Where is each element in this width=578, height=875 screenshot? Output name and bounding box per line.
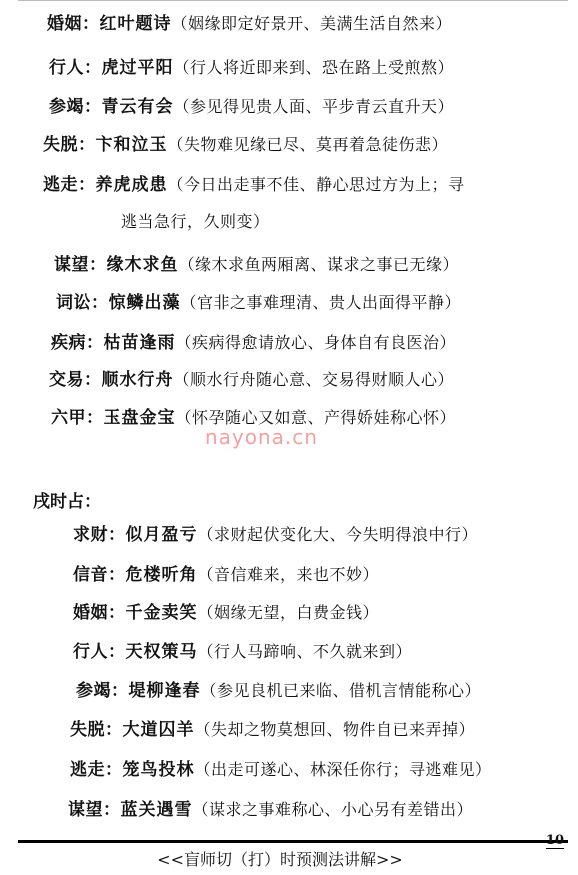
- entry-escape-continued: [121, 212, 270, 232]
- entry-description: （姻缘即定好景开、美满生活自然来）: [171, 14, 453, 33]
- entry-description: （参见得见贵人面、平步青云直升天）: [173, 97, 455, 116]
- entry-description: （怀孕随心又如意、产得娇娃称心怀）: [175, 408, 457, 427]
- entry-category: 行人：: [73, 642, 126, 662]
- entry-marriage-2: [73, 603, 379, 623]
- entry-visit: [49, 97, 454, 117]
- entry-title: 玉盘金宝: [103, 408, 176, 428]
- watermark-text: nayona.cn: [205, 425, 318, 449]
- entry-description: （失物难见缘已尽、莫再着急徒伤悲）: [167, 135, 449, 154]
- entry-aspiration-2: [68, 800, 473, 820]
- footer-rule: [18, 840, 568, 843]
- entry-title: 千金卖笑: [125, 603, 198, 623]
- entry-marriage: [47, 14, 452, 34]
- entry-category: 信音：: [73, 565, 126, 585]
- entry-category: 失脱：: [43, 135, 96, 155]
- entry-description: （姻缘无望，白费金钱）: [197, 603, 380, 622]
- entry-description: （官非之事难理清、贵人出面得平静）: [180, 293, 462, 312]
- entry-traveler: [49, 58, 454, 78]
- entry-title: 缘木求鱼: [106, 255, 179, 275]
- page-number: 10: [545, 833, 564, 848]
- entry-title: 虎过平阳: [101, 58, 174, 78]
- entry-description: （参见良机已来临、借机言情能称心）: [200, 681, 482, 700]
- entry-title: 蓝关遇雪: [120, 800, 193, 820]
- entry-description: （今日出走事不佳、静心思过方为上；寻: [167, 175, 465, 194]
- entry-traveler-2: [73, 642, 412, 662]
- entry-trade: [49, 370, 454, 390]
- entry-visit-2: [76, 681, 481, 701]
- entry-category: 谋望：: [68, 800, 121, 820]
- entry-category: 婚姻：: [73, 603, 126, 623]
- entry-title: 危楼听角: [125, 565, 198, 585]
- entry-aspiration: [54, 255, 459, 275]
- entry-title: 惊鳞出藻: [108, 293, 181, 313]
- entry-description: （缘木求鱼两厢离、谋求之事已无缘）: [178, 255, 460, 274]
- entry-description: （行人马蹄响、不久就来到）: [197, 642, 413, 661]
- entry-description: （顺水行舟随心意、交易得财顺人心）: [173, 370, 455, 389]
- section-heading: 戌时占：: [33, 492, 101, 512]
- entry-title: 卞和泣玉: [95, 135, 168, 155]
- entry-title: 大道囚羊: [122, 720, 195, 740]
- entry-illness: [51, 333, 456, 353]
- entry-escape-2: [70, 760, 492, 780]
- entry-title: 顺水行舟: [101, 370, 174, 390]
- entry-description: （疾病得愈请放心、身体自有良医治）: [175, 333, 457, 352]
- entry-category: 逃走：: [43, 175, 96, 195]
- entry-description: （失却之物莫想回、物件自已来弄掉）: [194, 720, 476, 739]
- entry-wealth: [73, 525, 478, 545]
- entry-lost-item-2: [70, 720, 475, 740]
- entry-category: 失脱：: [70, 720, 123, 740]
- entry-category: 交易：: [49, 370, 102, 390]
- entry-title: 天权策马: [125, 642, 198, 662]
- entry-description: （音信难来，来也不妙）: [197, 565, 380, 584]
- entry-category: 逃走：: [70, 760, 123, 780]
- entry-category: 婚姻：: [47, 14, 100, 34]
- entry-lost-item: [43, 135, 448, 155]
- entry-lawsuit: [56, 293, 461, 313]
- entry-category: 谋望：: [54, 255, 107, 275]
- entry-description: （求财起伏变化大、今失明得浪中行）: [197, 525, 479, 544]
- entry-description: （行人将近即来到、恐在路上受煎熬）: [173, 58, 455, 77]
- entry-category: 参竭：: [76, 681, 129, 701]
- entry-category: 行人：: [49, 58, 102, 78]
- entry-title: 笼鸟投林: [122, 760, 195, 780]
- entry-category: 求财：: [73, 525, 126, 545]
- entry-description: （谋求之事难称心、小心另有差错出）: [192, 800, 474, 819]
- entry-title: 枯苗逢雨: [103, 333, 176, 353]
- entry-title: 堤柳逢春: [128, 681, 201, 701]
- entry-news: [73, 565, 379, 585]
- entry-title: 似月盈亏: [125, 525, 198, 545]
- scan-edge: [18, 0, 568, 1]
- entry-title: 红叶题诗: [99, 14, 172, 34]
- entry-category: 词讼：: [56, 293, 109, 313]
- entry-category: 参竭：: [49, 97, 102, 117]
- entry-title: 养虎成患: [95, 175, 168, 195]
- entry-title: 青云有会: [101, 97, 174, 117]
- book-title-footer: <<盲师切（打）时预测法讲解>>: [157, 850, 403, 869]
- entry-category: 疾病：: [51, 333, 104, 353]
- entry-escape: [43, 175, 465, 195]
- entry-category: 六甲：: [51, 408, 104, 428]
- entry-description: （出走可遂心、林深任你行；寻逃难见）: [194, 760, 492, 779]
- entry-description-continued: 逃当急行，久则变）: [121, 212, 270, 231]
